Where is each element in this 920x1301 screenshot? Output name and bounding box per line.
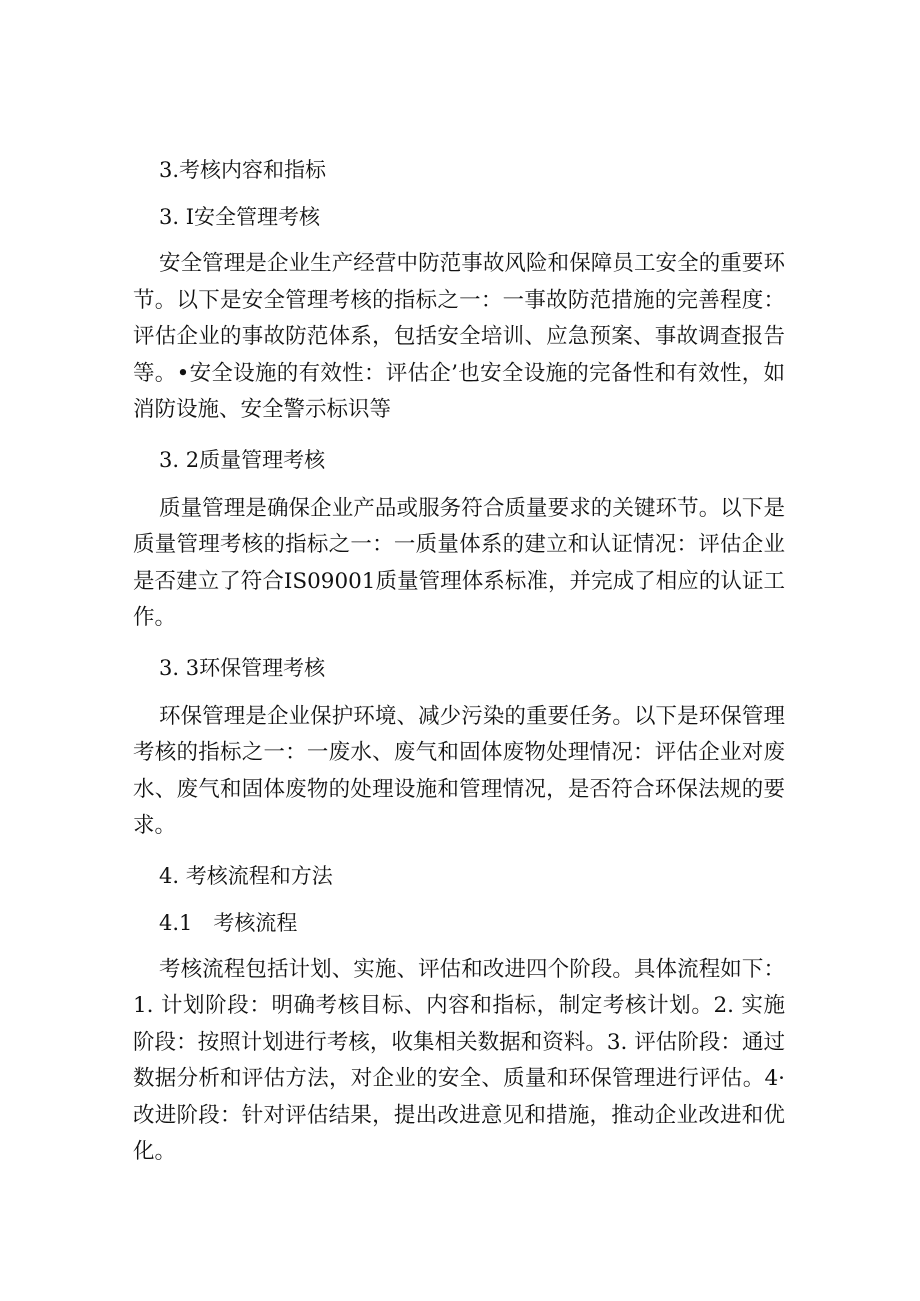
section-3-2-heading: 3. 2质量管理考核: [159, 447, 326, 472]
document-body: [133, 152, 785, 1171]
section-4-heading: 4. 考核流程和方法: [159, 863, 333, 888]
section-3-3-heading: 3. 3环保管理考核: [159, 655, 326, 680]
section-3-3-paragraph: 环保管理是企业保护环境、减少污染的重要任务。以下是环保管理考核的指标之一：一废水、废气和固体废物处理情况：评估企业对废水、废气和固体废物的处理设施和管理情况，是否符合环保法规的要求。: [133, 703, 785, 838]
section-3-2-paragraph: 质量管理是确保企业产品或服务符合质量要求的关键环节。以下是质量管理考核的指标之一：一质量体系的建立和认证情况：评估企业是否建立了符合IS09001质量管理体系标准，并完成了相应的认证工作。: [133, 495, 785, 630]
section-3-1-paragraph: 安全管理是企业生产经营中防范事故风险和保障员工安全的重要环节。以下是安全管理考核的指标之一：一事故防范措施的完善程度：评估企业的事故防范体系，包括安全培训、应急预案、事故调查报告等。•安全设施的有效性：评估企’也安全设施的完备性和有效性，如消防设施、安全警示标识等: [133, 251, 785, 422]
section-4-1-paragraph: 考核流程包括计划、实施、评估和改进四个阶段。具体流程如下：1. 计划阶段：明确考核目标、内容和指标，制定考核计划。2. 实施阶段：按照计划进行考核，收集相关数据和资料。3. 评估阶段：通过数据分析和评估方法，对企业的安全、质量和环保管理进行评估。4·改进阶段：针对评估结果，提出改进意见和措施，推动企业改进和优化。: [133, 956, 785, 1164]
section-3-heading: 3.考核内容和指标: [159, 158, 327, 182]
section-3-1-heading: 3. I安全管理考核: [159, 205, 321, 229]
section-4-1-heading: 4.1 考核流程: [159, 910, 298, 935]
